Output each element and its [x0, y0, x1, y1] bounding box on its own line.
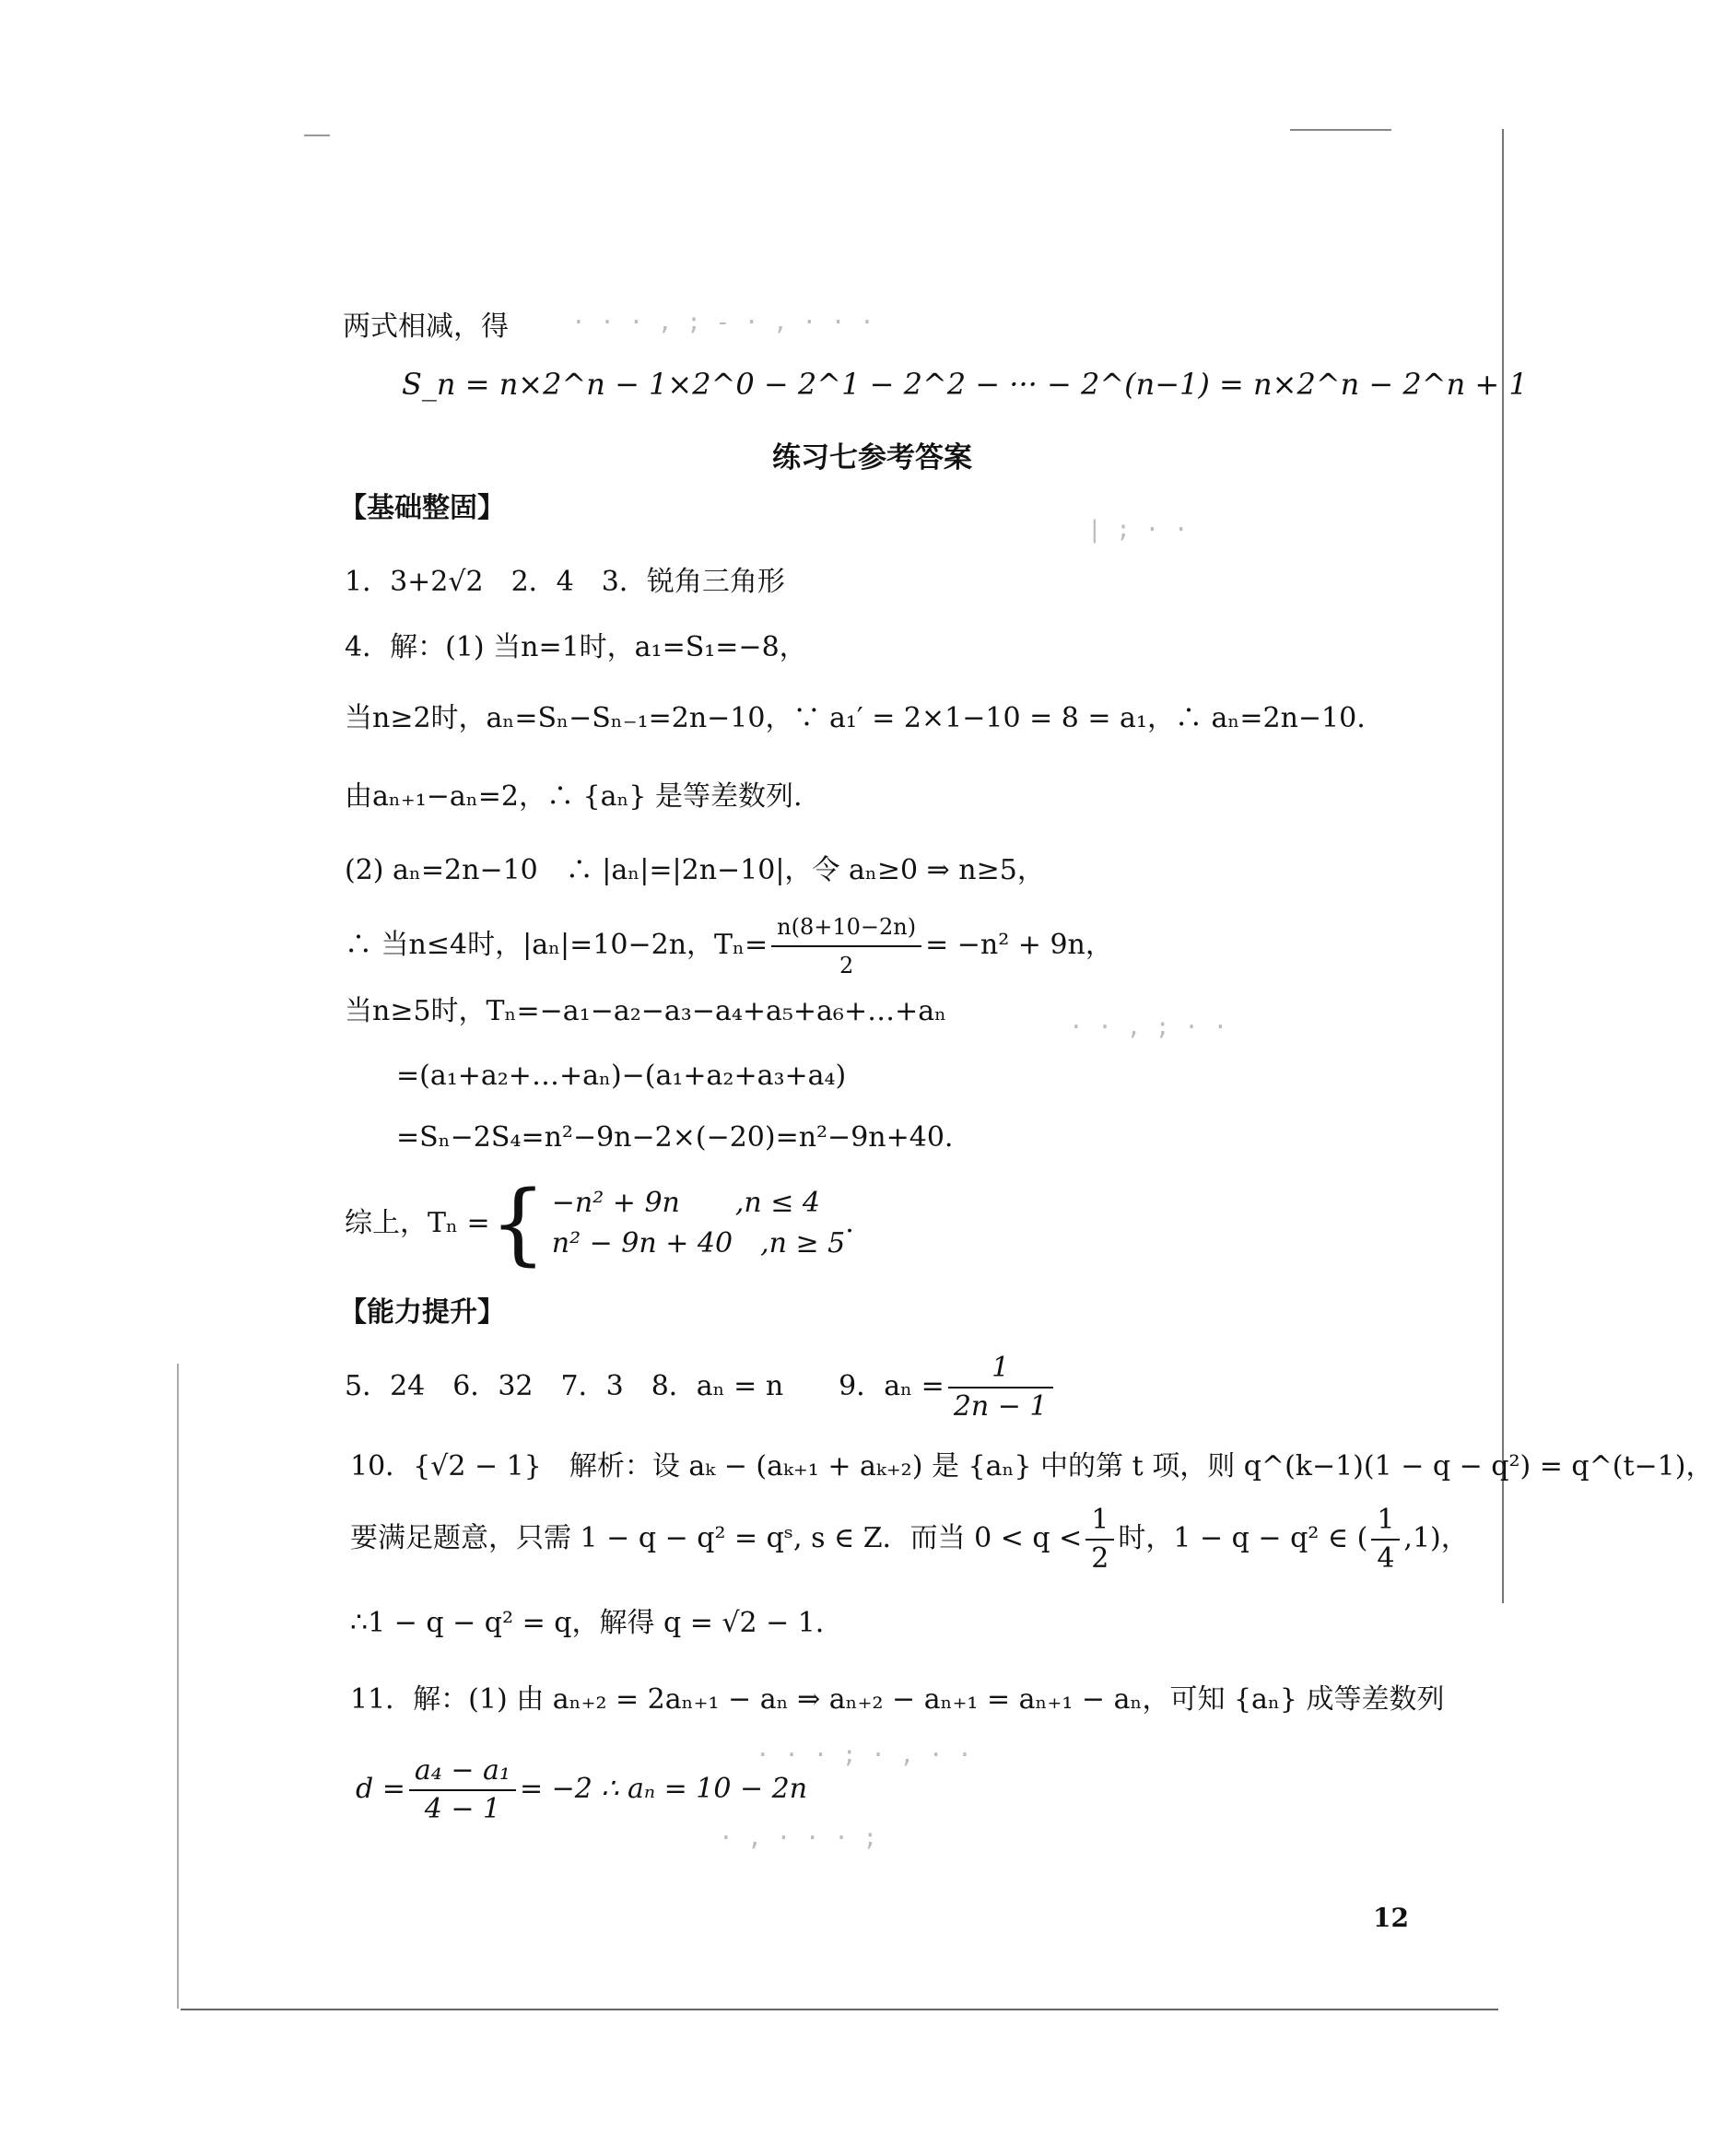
q4-line-a: 4．解：(1) 当n=1时，a₁=S₁=−8，	[345, 631, 807, 663]
q10-b-mid: 时，1 − q − q² ∈ (	[1118, 1522, 1368, 1554]
q4-e-fraction	[771, 908, 921, 984]
q11-b-pre: d =	[356, 1773, 405, 1805]
adv-den: 2n − 1	[953, 1390, 1048, 1423]
q11-line-b	[356, 1752, 807, 1828]
adv-pre: 5．24 6．32 7．3 8．aₙ = n 9．aₙ =	[345, 1370, 944, 1402]
basic-answers-1-3: 1．3+2√2 2．4 3．锐角三角形	[345, 566, 785, 598]
advance-header: 【能力提升】	[339, 1296, 505, 1329]
q10-b-den1: 2	[1091, 1542, 1109, 1575]
q11-b-fraction	[409, 1752, 516, 1828]
q10-b-frac1	[1085, 1502, 1114, 1577]
q11-b-den: 4 − 1	[424, 1793, 501, 1825]
q4-i-cases	[552, 1183, 846, 1264]
sn-formula: S_n = n×2^n − 1×2^0 − 2^1 − 2^2 − ··· − 2^(n−1) = n×2^n − 2^n + 1	[402, 367, 1528, 402]
adv-num: 1	[948, 1350, 1053, 1389]
bleed-through-4: · · · ; · , · ·	[756, 1741, 972, 1769]
q4-e-den: 2	[839, 953, 854, 978]
q4-e-pre: ∴ 当n≤4时，|aₙ|=10−2n，Tₙ=	[345, 929, 769, 961]
q11-b-post: = −2 ∴ aₙ = 10 − 2n	[519, 1773, 808, 1805]
bleed-through-3: · · , ; · ·	[1069, 1014, 1228, 1041]
q10-b-post: ,1)，	[1403, 1522, 1469, 1554]
bleed-through-5: · , · · · ;	[719, 1824, 878, 1852]
section-title: 练习七参考答案	[772, 441, 972, 475]
q4-line-d: (2) aₙ=2n−10 ∴ |aₙ|=|2n−10|，令 aₙ≥0 ⇒ n≥5，	[345, 854, 1045, 886]
left-brace-icon: {	[489, 1172, 546, 1275]
q4-line-c: 由aₙ₊₁−aₙ=2，∴ {aₙ} 是等差数列.	[345, 780, 803, 813]
q4-e-post: = −n² + 9n，	[925, 929, 1113, 961]
q4-i-post: .	[845, 1207, 854, 1239]
q4-line-e	[345, 908, 1113, 984]
page-number: 12	[1373, 1903, 1409, 1933]
q10-line-b	[350, 1502, 1469, 1577]
q4-e-num: n(8+10−2n)	[771, 908, 921, 947]
q4-line-g: =(a₁+a₂+…+aₙ)−(a₁+a₂+a₃+a₄)	[396, 1060, 847, 1092]
bleed-through-2: | ; · ·	[1087, 516, 1189, 544]
q4-line-f: 当n≥5时，Tₙ=−a₁−a₂−a₃−a₄+a₅+a₆+…+aₙ	[345, 995, 947, 1027]
bleed-through-1: · · · , ; - · , · · ·	[571, 309, 874, 336]
basic-header: 【基础整固】	[339, 492, 505, 524]
scan-top-rule	[1290, 129, 1391, 131]
q10-b-den2: 4	[1377, 1542, 1395, 1575]
q4-i-case2: n² − 9n + 40 ,n ≥ 5	[551, 1227, 846, 1260]
advance-answers-5-9	[345, 1350, 1057, 1425]
q10-b-pre: 要满足题意，只需 1 − q − q² = qˢ, s ∈ Z．而当 0 < q <	[350, 1522, 1083, 1554]
q4-line-i	[345, 1172, 854, 1275]
scan-top-dash	[304, 135, 330, 136]
q10-b-num2: 1	[1371, 1502, 1400, 1541]
q10-b-frac2	[1371, 1502, 1400, 1577]
q10-b-num1: 1	[1085, 1502, 1114, 1541]
scan-bottom-rule	[181, 2009, 1498, 2010]
q10-line-a: 10．{√2 − 1} 解析：设 aₖ − (aₖ₊₁ + aₖ₊₂) 是 {aₙ} 中的第 t 项，则 q^(k−1)(1 − q − q²) = q^(t−1)，	[350, 1450, 1713, 1482]
q10-line-c: ∴1 − q − q² = q，解得 q = √2 − 1．	[350, 1607, 843, 1639]
q4-i-case1: −n² + 9n ,n ≤ 4	[551, 1187, 821, 1219]
q4-line-h: =Sₙ−2S₄=n²−9n−2×(−20)=n²−9n+40.	[396, 1121, 954, 1154]
q4-i-pre: 综上，Tₙ =	[345, 1207, 490, 1239]
q4-line-b: 当n≥2时，aₙ=Sₙ−Sₙ₋₁=2n−10，∵ a₁′ = 2×1−10 = 8 = a₁，∴ aₙ=2n−10.	[345, 702, 1366, 734]
subtract-text: 两式相减，得	[343, 311, 509, 343]
scan-left-edge	[177, 1364, 179, 2009]
q11-line-a: 11．解：(1) 由 aₙ₊₂ = 2aₙ₊₁ − aₙ ⇒ aₙ₊₂ − aₙ₊₁ = aₙ₊₁ − aₙ，可知 {aₙ} 成等差数列	[350, 1683, 1445, 1716]
scan-right-edge	[1502, 129, 1504, 1603]
adv-fraction	[948, 1350, 1053, 1425]
q11-b-num: a₄ − a₁	[409, 1752, 516, 1791]
